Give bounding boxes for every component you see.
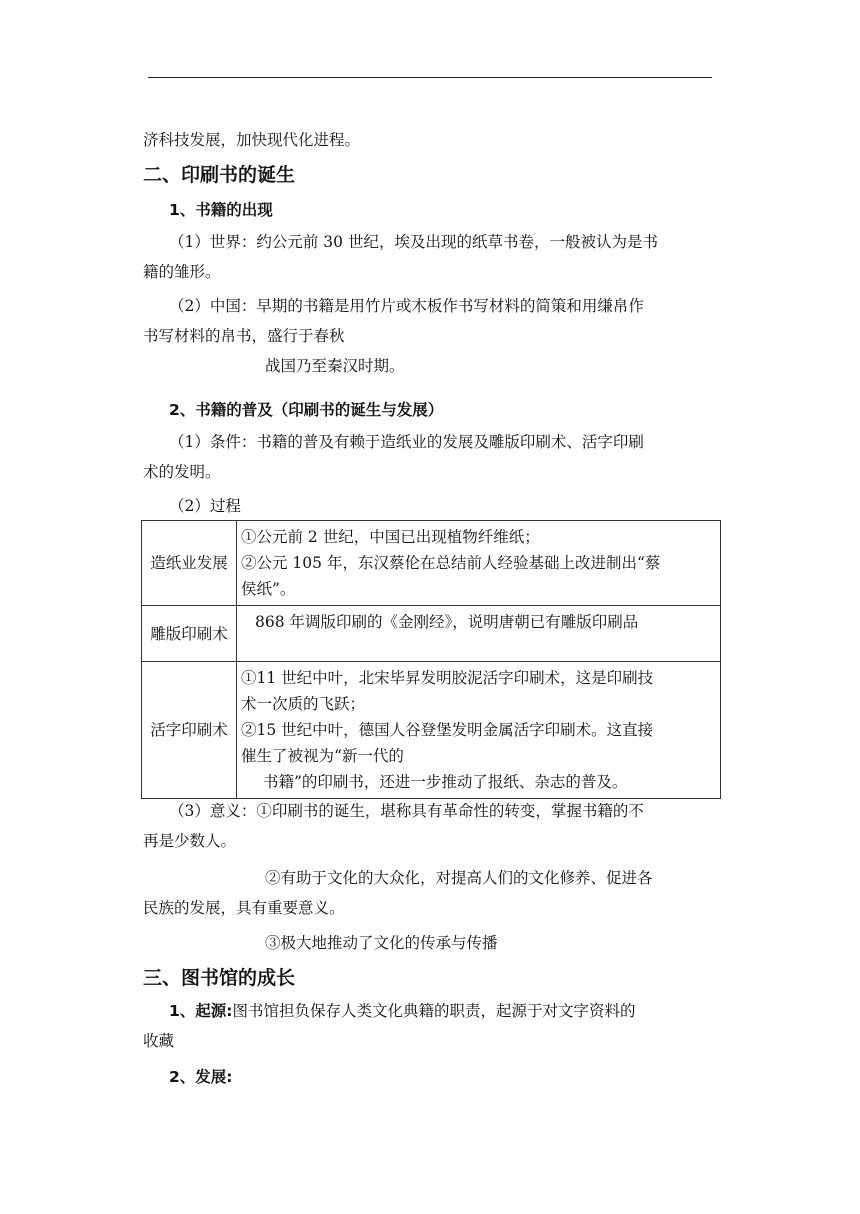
table-row-content — [237, 521, 721, 606]
table-cell-line: 书籍”的印刷书，还进一步推动了报纸、杂志的普及。 — [263, 773, 628, 791]
origin-text: 图书馆担负保存人类文化典籍的职责，起源于对文字资料的 — [232, 1002, 636, 1020]
paragraph-significance-line-3: ②有助于文化的大众化，对提高人们的文化修养、促进各 — [265, 869, 653, 887]
subsection-2-2-heading: 2、书籍的普及（印刷书的诞生与发展） — [169, 401, 444, 419]
paragraph-conditions-line-1: （1）条件：书籍的普及有赖于造纸业的发展及雕版印刷术、活字印刷 — [169, 433, 644, 451]
header-rule — [148, 77, 712, 78]
section-2-heading: 二、印刷书的诞生 — [143, 164, 296, 186]
table-row-label: 活字印刷术 — [142, 662, 237, 799]
paragraph-world-line-2: 籍的雏形。 — [143, 263, 221, 281]
paragraph-world-line-1: （1）世界：约公元前 30 世纪，埃及出现的纸草书卷，一般被认为是书 — [169, 233, 658, 251]
continued-paragraph: 济科技发展，加快现代化进程。 — [143, 131, 361, 149]
table-row-content — [237, 662, 721, 799]
paragraph-china-line-3: 战国乃至秦汉时期。 — [265, 357, 405, 375]
paragraph-origin — [143, 996, 715, 1056]
paragraph-conditions-line-2: 术的发明。 — [143, 463, 221, 481]
table-cell-line: 868 年调版印刷的《金刚经》，说明唐朝已有雕版印刷品 — [255, 613, 639, 631]
paragraph-process-line: （2）过程 — [169, 497, 241, 515]
table-row — [142, 662, 721, 799]
paragraph-significance-line-4: 民族的发展，具有重要意义。 — [143, 899, 345, 917]
paragraph-development — [143, 1062, 715, 1092]
paragraph-significance-line-1: （3）意义：①印刷书的诞生，堪称具有革命性的转变，掌握书籍的不 — [169, 802, 644, 820]
table-cell-line: ①11 世纪中叶，北宋毕昇发明胶泥活字印刷术，这是印刷技 — [241, 669, 654, 687]
table-cell-line: ②公元 105 年，东汉蔡伦在总结前人经验基础上改进制出“蔡 — [241, 554, 661, 572]
table-row — [142, 606, 721, 662]
paragraph-process — [143, 491, 715, 521]
table-row-content — [237, 606, 721, 662]
section-3-heading: 三、图书馆的成长 — [143, 967, 296, 989]
table-cell-line: ②15 世纪中叶，德国人谷登堡发明金属活字印刷术。这直接 — [241, 721, 654, 739]
paragraph-origin-line-1 — [143, 996, 715, 1026]
table-cell-line: 催生了被视为“新一代的 — [241, 747, 404, 765]
table-row-label: 造纸业发展 — [142, 521, 237, 606]
paragraph-significance-2 — [143, 863, 715, 923]
development-label: 2、发展: — [169, 1068, 233, 1086]
paragraph-conditions — [143, 427, 715, 487]
paragraph-china-line-1: （2）中国：早期的书籍是用竹片或木板作书写材料的简策和用缣帛作 — [169, 297, 644, 315]
table-cell-line: 侯纸”。 — [241, 580, 296, 598]
paragraph-china — [143, 291, 715, 381]
paragraph-origin-line-2: 收藏 — [143, 1032, 175, 1050]
paragraph-significance-line-2: 再是少数人。 — [143, 832, 237, 850]
origin-label: 1、起源: — [169, 1002, 233, 1020]
paragraph-significance — [143, 796, 715, 856]
paragraph-significance-line-5: ③极大地推动了文化的传承与传播 — [265, 934, 498, 952]
subsection-2-1-heading: 1、书籍的出现 — [169, 201, 273, 219]
paragraph-significance-3 — [143, 928, 715, 958]
table-cell-line: 术一次质的飞跃； — [241, 695, 366, 713]
table-row — [142, 521, 721, 606]
table-cell-line: ①公元前 2 世纪，中国已出现植物纤维纸； — [241, 528, 540, 546]
process-table — [141, 520, 721, 799]
paragraph-china-line-2: 书写材料的帛书，盛行于春秋 — [143, 327, 345, 345]
table-row-label: 雕版印刷术 — [142, 606, 237, 662]
paragraph-world — [143, 227, 715, 287]
